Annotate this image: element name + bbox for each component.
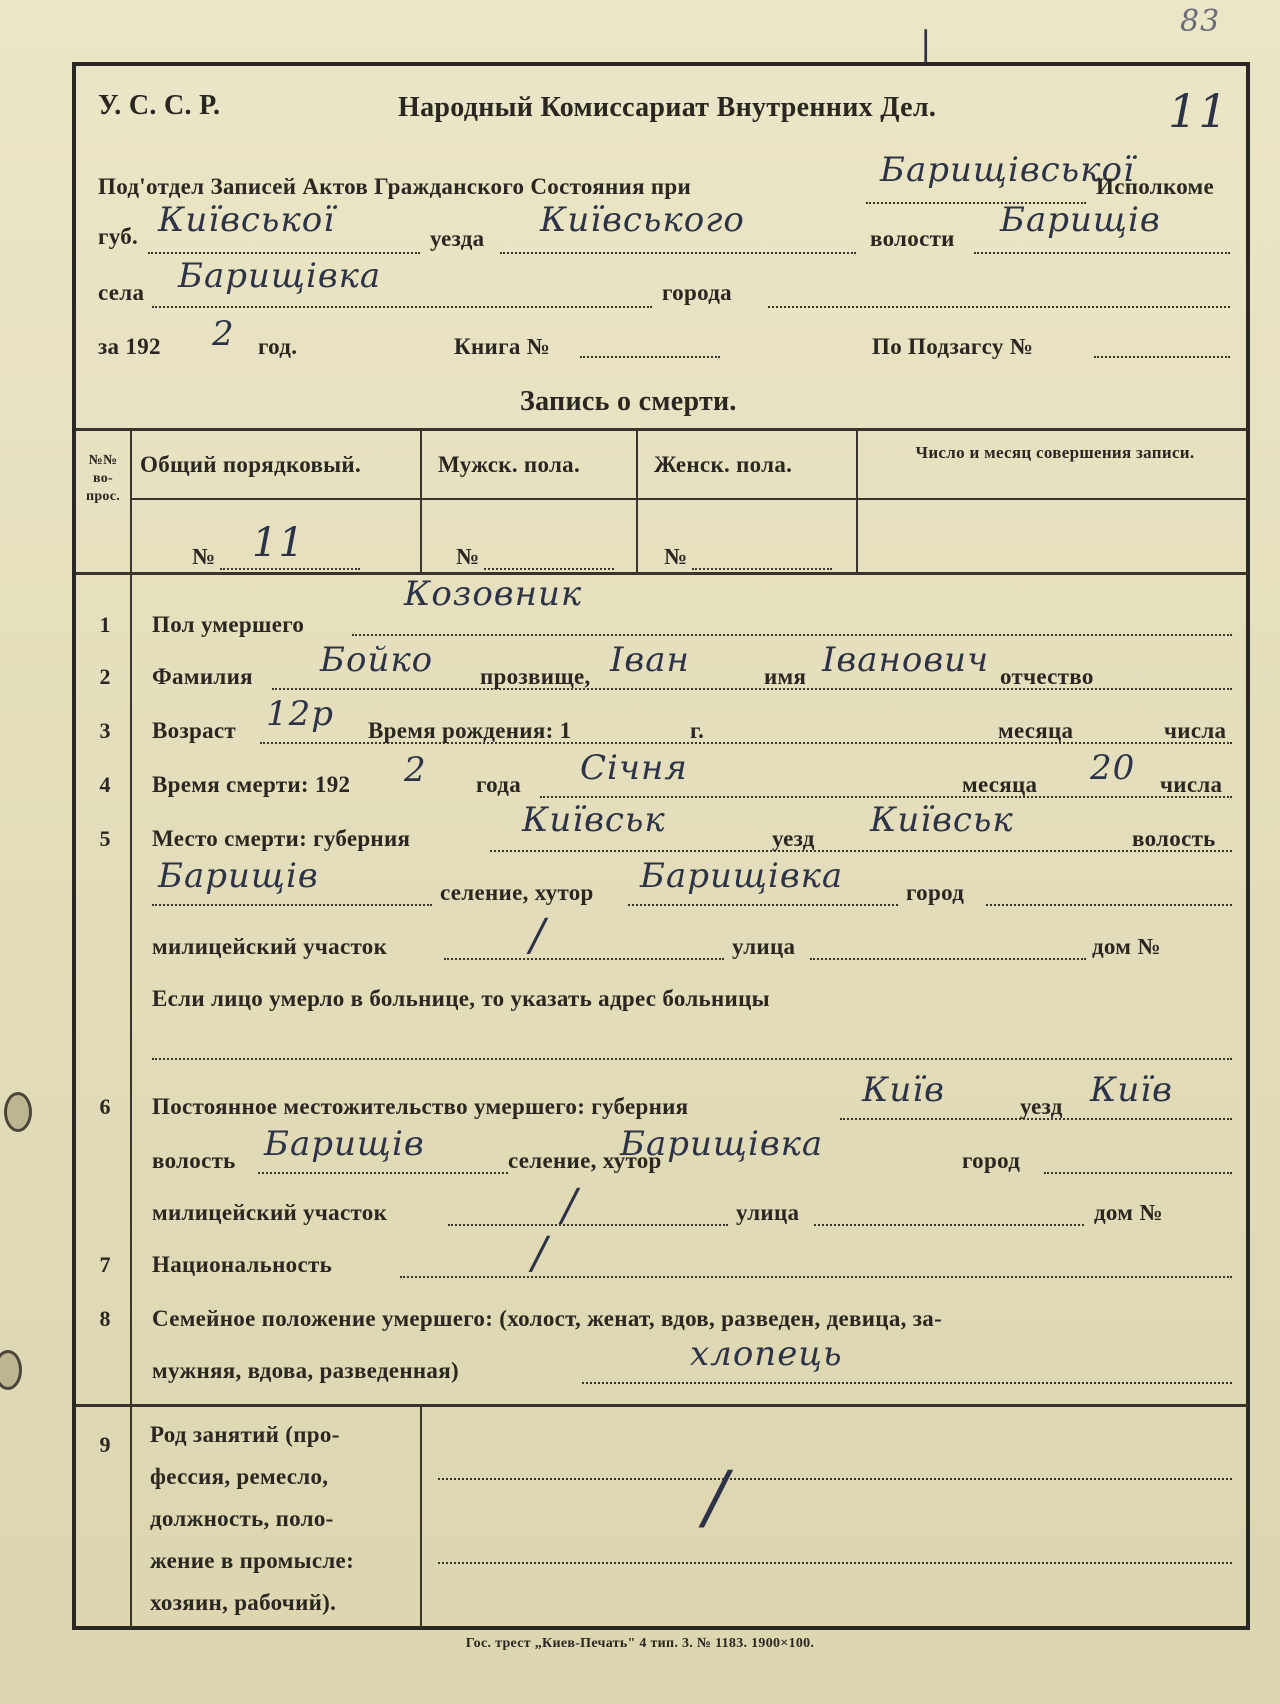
r5-gorod-line [986, 904, 1232, 906]
r6-volost: волость [152, 1148, 236, 1173]
r5-hospital: Если лицо умерло в больнице, то указать адрес больницы [152, 986, 770, 1011]
r8-line [582, 1382, 1232, 1384]
r6-gorod-line [1044, 1172, 1232, 1174]
top-pencil-tick: | [920, 24, 933, 64]
volost-label: волости [870, 226, 955, 251]
r5-militia: милицейский участок [152, 934, 388, 959]
r1-line [352, 634, 1232, 636]
r3-g: г. [690, 718, 705, 743]
r9-line-1 [438, 1478, 1232, 1480]
female-no-sign: № [664, 544, 688, 569]
male-no-sign: № [456, 544, 480, 569]
uezd-label: уезда [430, 226, 485, 251]
selo-label: села [98, 280, 145, 305]
r9-label-2: фессия, ремесло, [150, 1464, 329, 1489]
r5-volost-line [152, 904, 432, 906]
r4-month: месяца [962, 772, 1038, 797]
r2-name: Іван [610, 640, 690, 680]
r5-street: улица [732, 934, 796, 959]
r6-volost-value: Барищів [264, 1124, 425, 1164]
book-label: Книга № [454, 334, 551, 359]
r6-volost-line [258, 1172, 508, 1174]
r1-label: Пол умершего [152, 612, 305, 637]
r7-label: Национальность [152, 1252, 333, 1277]
table-top-line [76, 428, 1248, 431]
ministry-title: Народный Комиссариат Внутренних Дел. [398, 92, 937, 123]
r9-label-4: жение в промысле: [150, 1548, 355, 1573]
binder-hole-top [4, 1092, 32, 1132]
r6-militia-line [448, 1224, 728, 1226]
year-suffix: год. [258, 334, 298, 359]
record-title: Запись о смерти. [520, 386, 737, 417]
r4-line [540, 796, 1232, 798]
r5-uezd: уезд [772, 826, 815, 851]
r6-militia: милицейский участок [152, 1200, 388, 1225]
r5-line [490, 850, 1232, 852]
r6-uezd: уезд [1020, 1094, 1063, 1119]
selo-value: Барищівка [178, 256, 382, 296]
general-no-line [220, 568, 360, 570]
row-number-5: 5 [99, 826, 111, 851]
volost-line [974, 252, 1230, 254]
r6-militia-dash: / [562, 1180, 578, 1231]
office-label: Под'отдел Записей Актов Гражданского Состояния при [98, 174, 692, 199]
col-male-header: Мужск. пола. [438, 452, 581, 477]
uezd-line [500, 252, 856, 254]
r6-gub: Київ [862, 1070, 945, 1110]
ussr-label: У. С. С. Р. [98, 90, 221, 121]
r3-age: 12р [266, 694, 335, 734]
r5-street-line [810, 958, 1086, 960]
gub-line [148, 252, 420, 254]
col-divider-2 [420, 430, 422, 572]
table-header-mid [132, 498, 1248, 500]
r3-month: месяца [998, 718, 1074, 743]
office-suffix: Исполкоме [1096, 174, 1215, 199]
r2-surname: Бойко [320, 640, 434, 680]
r3-day: числа [1164, 718, 1227, 743]
uezd-value: Київського [540, 200, 745, 240]
col-divider-1 [130, 430, 132, 1628]
row-number-1: 1 [99, 612, 111, 637]
r5-gorod: город [906, 880, 965, 905]
row-number-8: 8 [99, 1306, 111, 1331]
r4-year: 2 [404, 750, 427, 790]
r2-label: Фамилия [152, 664, 253, 689]
printer-footer: Гос. трест „Киев-Печать" 4 тип. 3. № 1183. 1900×100. [465, 1636, 815, 1651]
col-num-header: №№ во-прос. [85, 453, 121, 504]
sheet-number: 11 [1168, 84, 1229, 138]
r2-patr-label: отчество [1000, 664, 1094, 689]
col-date-header: Число и месяц совершения записи. [915, 443, 1195, 462]
r3-birth: Время рождения: 1 [368, 718, 572, 743]
col-divider-3 [636, 430, 638, 572]
r6-label: Постоянное местожительство умершего: губерния [152, 1094, 689, 1119]
r5-selo-value: Барищівка [640, 856, 844, 896]
gub-label: губ. [98, 224, 139, 249]
book-line [580, 356, 720, 358]
general-no-value: 11 [252, 520, 305, 566]
female-no-line [692, 568, 832, 570]
r7-line [400, 1276, 1232, 1278]
r6-street-line [814, 1224, 1084, 1226]
r8-value: хлопець [690, 1334, 843, 1374]
row-number-2: 2 [99, 664, 111, 689]
r3-label: Возраст [152, 718, 236, 743]
r6-house: дом № [1094, 1200, 1163, 1225]
r7-dash: / [532, 1228, 548, 1279]
r5-uezd-value: Київськ [870, 800, 1014, 840]
r4-label: Время смерти: 192 [152, 772, 351, 797]
r6-uezd-value: Київ [1090, 1070, 1173, 1110]
r4-day: числа [1160, 772, 1223, 797]
r8-label2: мужняя, вдова, разведенная) [152, 1358, 459, 1383]
r6-selo: селение, хутор [508, 1148, 662, 1173]
col-divider-4 [856, 430, 858, 572]
r5-gub: Київськ [522, 800, 666, 840]
row-number-3: 3 [99, 718, 111, 743]
r9-dash: / [704, 1456, 729, 1538]
r5-selo: селение, хутор [440, 880, 594, 905]
r5-militia-dash: / [530, 910, 546, 961]
male-no-line [484, 568, 614, 570]
r5-militia-line [444, 958, 724, 960]
r5-house: дом № [1092, 934, 1161, 959]
r5-label: Место смерти: губерния [152, 826, 411, 851]
section9-top-line [76, 1404, 1248, 1407]
general-no-sign: № [192, 544, 216, 569]
r9-label-3: должность, поло- [150, 1506, 334, 1531]
r6-selo-value: Барищівка [620, 1124, 824, 1164]
volost-value: Барищів [1000, 200, 1161, 240]
year-value: 2 [212, 314, 235, 354]
r6-street: улица [736, 1200, 800, 1225]
r4-goda: года [476, 772, 522, 797]
col-general-header: Общий порядковый. [140, 452, 362, 477]
section9-divider [420, 1406, 422, 1628]
r6-gorod: город [962, 1148, 1021, 1173]
r4-month-value: Січня [580, 748, 688, 788]
row-number-7: 7 [99, 1252, 111, 1277]
r9-label-1: Род занятий (про- [150, 1422, 340, 1447]
r5-hospital-line [152, 1058, 1232, 1060]
row-number-4: 4 [99, 772, 111, 797]
gub-value: Київської [158, 200, 336, 240]
row-number-9: 9 [99, 1432, 111, 1457]
year-prefix: за 192 [98, 334, 161, 359]
r9-line-2 [438, 1562, 1232, 1564]
r8-label: Семейное положение умершего: (холост, женат, вдов, разведен, девица, за- [152, 1306, 943, 1331]
gorod-label: города [662, 280, 732, 305]
col-female-header: Женск. пола. [654, 452, 793, 477]
corner-mark: 83 [1180, 4, 1221, 39]
r2-patr: Іванович [822, 640, 990, 680]
table-header-bottom [76, 572, 1248, 575]
r5-volost-value: Барищів [158, 856, 319, 896]
subreg-line [1094, 356, 1230, 358]
r6-line [840, 1118, 1232, 1120]
r1-value: Козовник [404, 574, 583, 614]
row-number-6: 6 [99, 1094, 111, 1119]
r5-volost: волость [1132, 826, 1216, 851]
r2-nick: прозвище, [480, 664, 591, 689]
selo-line [152, 306, 652, 308]
office-value: Барищівської [880, 150, 1135, 190]
r5-selo-line [628, 904, 898, 906]
r2-name-label: имя [764, 664, 807, 689]
subreg-label: По Подзагсу № [872, 334, 1034, 359]
gorod-line [768, 306, 1230, 308]
r4-day-value: 20 [1090, 748, 1136, 788]
r9-label-5: хозяин, рабочий). [150, 1590, 337, 1615]
